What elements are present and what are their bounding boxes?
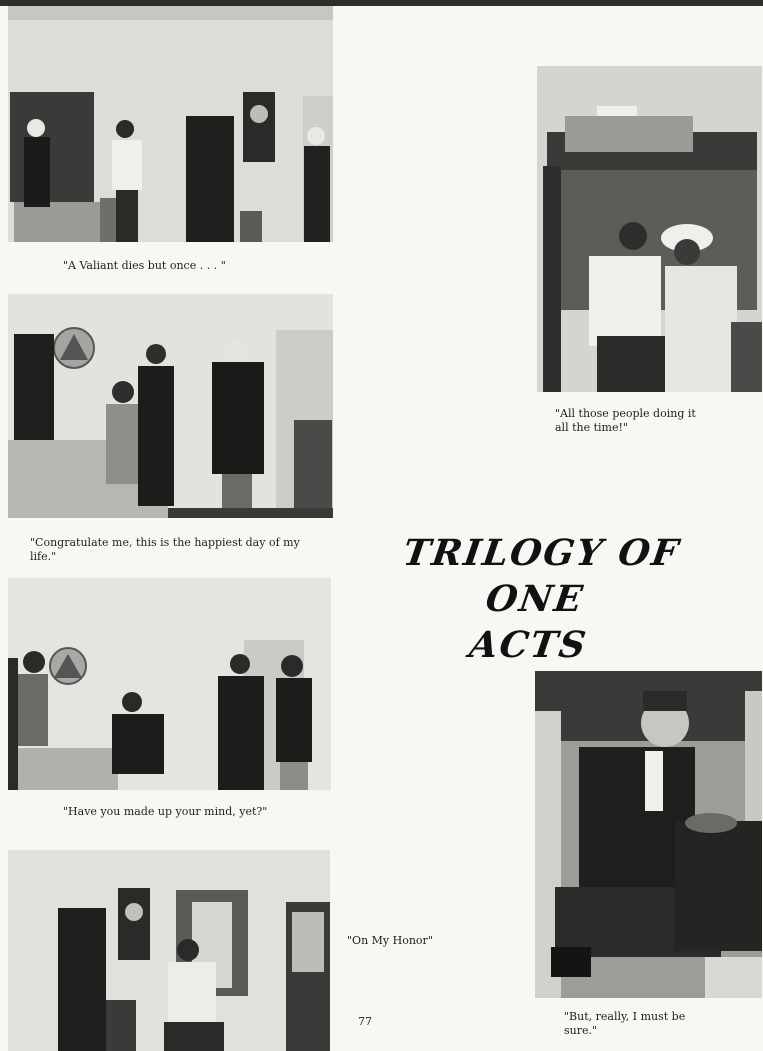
photo-congratulate-scene: [8, 294, 333, 518]
photo-bench-scene: [537, 66, 762, 392]
caption-photo-5: "All those people doing it all the time!": [555, 407, 696, 434]
page-number: 77: [358, 1015, 372, 1028]
photo-crouching-scene: [535, 671, 762, 998]
photo-honor-scene: [8, 850, 330, 1051]
caption-photo-6: "But, really, I must be sure.": [564, 1010, 686, 1037]
photo-valiant-scene: [8, 6, 333, 242]
caption-photo-1: "A Valiant dies but once . . . ": [63, 259, 226, 272]
page-title-line-1: TRILOGY OF ONE: [400, 532, 683, 620]
caption-photo-4: "On My Honor": [347, 934, 433, 947]
caption-photo-2: "Congratulate me, this is the happiest day of my life.": [30, 536, 300, 563]
page-title-line-2: ACTS: [466, 624, 591, 666]
caption-photo-3: "Have you made up your mind, yet?": [63, 805, 268, 818]
page-title: [335, 530, 734, 668]
photo-mind-scene: [8, 578, 331, 790]
